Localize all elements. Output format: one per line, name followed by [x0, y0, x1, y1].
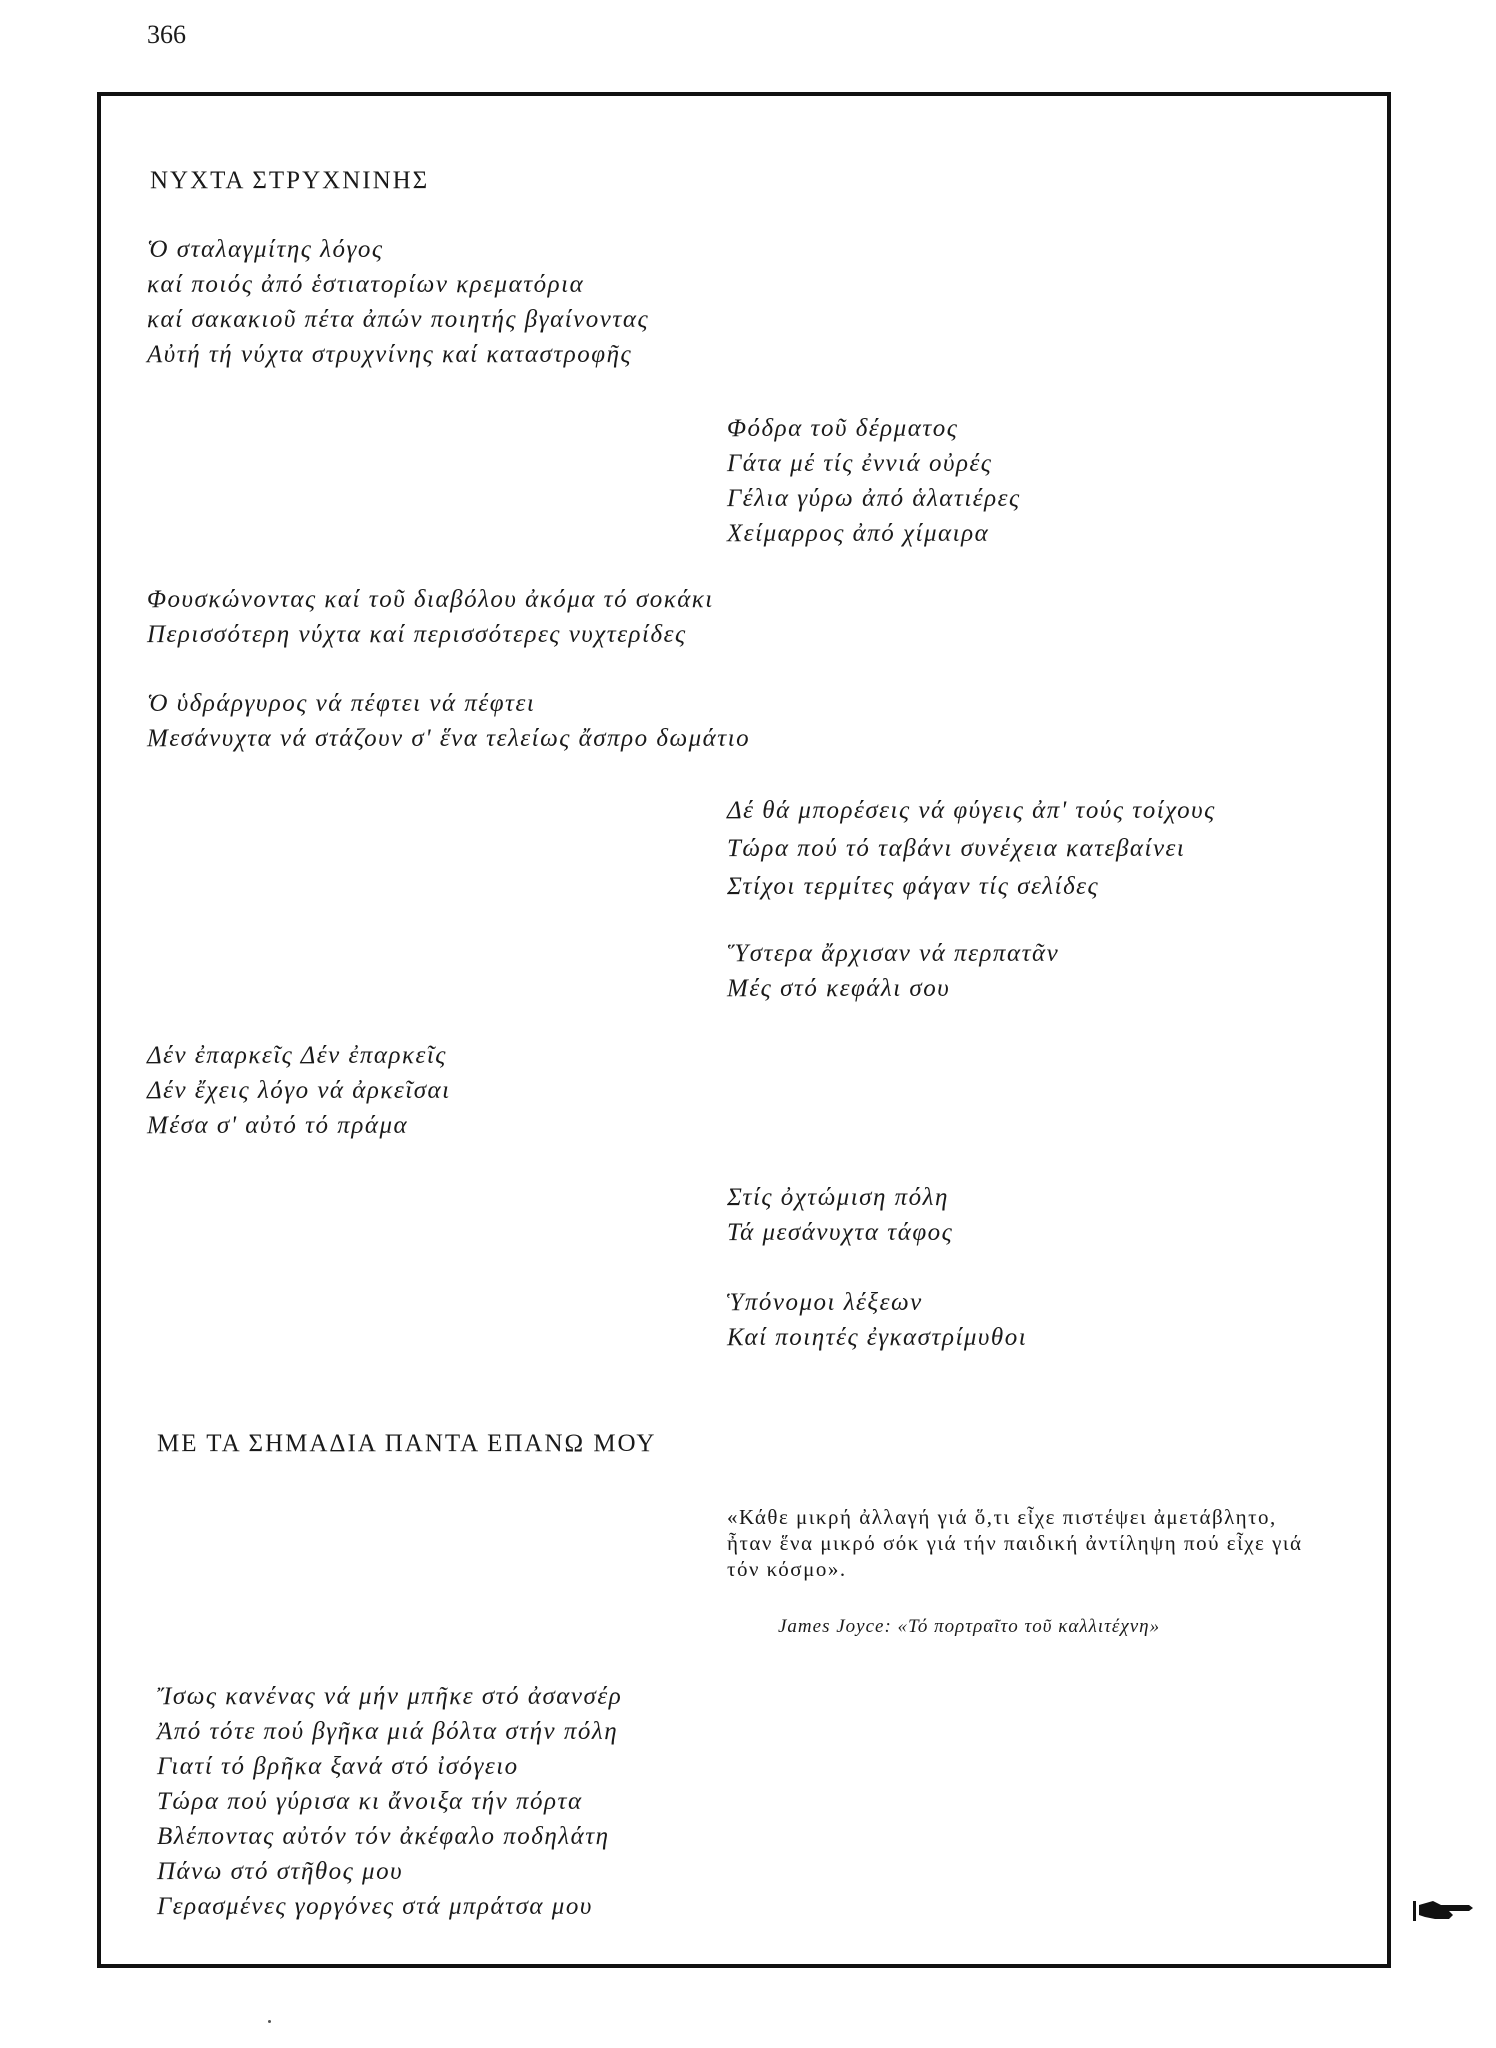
verse-line: Στίς ὀχτώμιση πόλη [727, 1184, 949, 1211]
print-speck [268, 2020, 271, 2023]
verse-line: Γερασμένες γοργόνες στά μπράτσα μου [157, 1893, 593, 1920]
stanza-4 [147, 686, 750, 756]
verse-line: Τώρα πού γύρισα κι ἄνοιξα τήν πόρτα [157, 1788, 583, 1815]
verse-line: Γιατί τό βρῆκα ξανά στό ἰσόγειο [157, 1753, 519, 1780]
stanza-1 [147, 232, 649, 372]
verse-line: Δέν ἔχεις λόγο νά ἀρκεῖσαι [147, 1077, 451, 1104]
verse-line: Ἀπό τότε πού βγῆκα μιά βόλτα στήν πόλη [157, 1718, 619, 1745]
stanza-2 [727, 411, 1021, 551]
epigraph-attribution: James Joyce: «Τό πορτραῖτο τοῦ καλλιτέχνη» [778, 1616, 1161, 1637]
verse-line: Γάτα μέ τίς ἐννιά οὐρές [727, 450, 993, 477]
verse-line: Ὕστερα ἄρχισαν νά περπατᾶν [727, 940, 1060, 967]
stanza-9 [727, 1285, 1027, 1355]
verse-line: Πάνω στό στῆθος μου [157, 1858, 404, 1885]
verse-line: Φόδρα τοῦ δέρματος [727, 415, 959, 442]
verse-line: καί ποιός ἀπό ἑστιατορίων κρεματόρια [147, 271, 585, 298]
page-number: 366 [147, 20, 186, 49]
stanza-5 [727, 792, 1216, 906]
verse-line: Φουσκώνοντας καί τοῦ διαβόλου ἀκόμα τό σοκάκι [147, 586, 714, 613]
poem-title: ΝΥΧΤΑ ΣΤΡΥΧΝΙΝΗΣ [150, 167, 430, 194]
verse-line: Αὐτή τή νύχτα στρυχνίνης καί καταστροφῆς [147, 341, 633, 368]
verse-line: Τώρα πού τό ταβάνι συνέχεια κατεβαίνει [727, 835, 1186, 862]
verse-line: καί σακακιοῦ πέτα ἀπών ποιητής βγαίνοντας [147, 306, 650, 333]
stanza-1 [157, 1679, 622, 1924]
verse-line: Ὑπόνομοι λέξεων [727, 1289, 923, 1316]
verse-line: Ὁ ὑδράργυρος νά πέφτει νά πέφτει [147, 690, 536, 717]
verse-line: Γέλια γύρω ἀπό ἁλατιέρες [727, 485, 1021, 512]
verse-line: Δέν ἐπαρκεῖς Δέν ἐπαρκεῖς [147, 1042, 447, 1069]
verse-line: Τά μεσάνυχτα τάφος [727, 1219, 954, 1246]
stanza-7 [147, 1038, 451, 1143]
verse-line: Δέ θά μπορέσεις νά φύγεις ἀπ' τούς τοίχους [727, 797, 1216, 824]
poem-title: ΜΕ ΤΑ ΣΗΜΑΔΙΑ ΠΑΝΤΑ ΕΠΑΝΩ ΜΟΥ [157, 1430, 657, 1457]
verse-line: Ὁ σταλαγμίτης λόγος [147, 236, 384, 263]
verse-line: Καί ποιητές ἐγκαστρίμυθοι [727, 1324, 1028, 1351]
verse-line: Περισσότερη νύχτα καί περισσότερες νυχτερίδες [147, 621, 687, 648]
stanza-8 [727, 1180, 953, 1250]
pointing-hand-icon [1413, 1895, 1475, 1925]
stanza-3 [147, 582, 714, 652]
verse-line: Μεσάνυχτα νά στάζουν σ' ἕνα τελείως ἄσπρο δωμάτιο [147, 725, 751, 752]
epigraph: «Κάθε μικρή ἀλλαγή γιά ὅ,τι εἶχε πιστέψει ἀμετάβλητο, ἦταν ἕνα μικρό σόκ γιά τήν παιδική ἀντίληψη πού εἶχε γιά τόν κόσμο». [727, 1505, 1303, 1581]
verse-line: Μές στό κεφάλι σου [727, 975, 951, 1002]
verse-line: Μέσα σ' αὐτό τό πράμα [147, 1112, 409, 1139]
verse-line: Στίχοι τερμίτες φάγαν τίς σελίδες [727, 873, 1100, 900]
verse-line: Ἴσως κανένας νά μήν μπῆκε στό ἀσανσέρ [157, 1683, 623, 1710]
verse-line: Βλέποντας αὐτόν τόν ἀκέφαλο ποδηλάτη [157, 1823, 610, 1850]
verse-line: Χείμαρρος ἀπό χίμαιρα [727, 520, 990, 547]
stanza-6 [727, 936, 1059, 1006]
